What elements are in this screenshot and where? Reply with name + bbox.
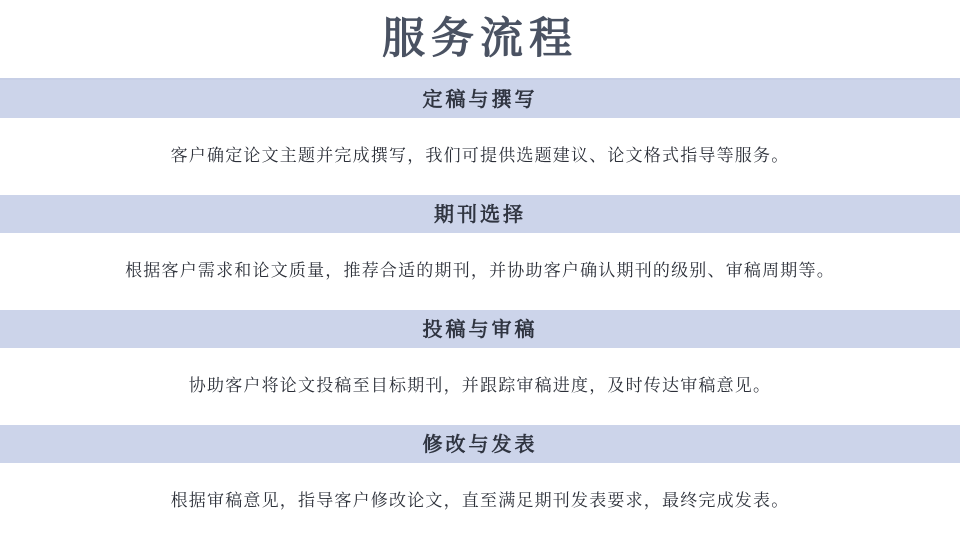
process-step-header-label: 修改与发表 — [422, 432, 538, 456]
process-step-header — [0, 195, 960, 233]
process-step-body-text: 客户确定论文主题并完成撰写，我们可提供选题建议、论文格式指导等服务。 — [170, 145, 790, 166]
process-step-header — [0, 425, 960, 463]
process-step-body — [0, 118, 960, 195]
process-step-header — [0, 80, 960, 118]
process-step-header-label: 投稿与审稿 — [422, 317, 538, 341]
process-step — [0, 195, 960, 310]
process-step-body-text: 根据客户需求和论文质量，推荐合适的期刊，并协助客户确认期刊的级别、审稿周期等。 — [125, 260, 835, 281]
process-step-body — [0, 348, 960, 425]
slide-title-area — [0, 0, 960, 78]
process-step-body-text: 协助客户将论文投稿至目标期刊，并跟踪审稿进度，及时传达审稿意见。 — [188, 375, 772, 396]
process-step — [0, 80, 960, 195]
process-step-header-label: 定稿与撰写 — [422, 87, 538, 111]
process-step-header-label: 期刊选择 — [434, 202, 526, 226]
process-step-body — [0, 463, 960, 540]
process-steps-list — [0, 80, 960, 540]
process-step-body — [0, 233, 960, 310]
process-step — [0, 310, 960, 425]
process-step-body-text: 根据审稿意见，指导客户修改论文，直至满足期刊发表要求，最终完成发表。 — [170, 490, 790, 511]
process-step-header — [0, 310, 960, 348]
process-step — [0, 425, 960, 540]
page-title: 服务流程 — [382, 13, 578, 64]
